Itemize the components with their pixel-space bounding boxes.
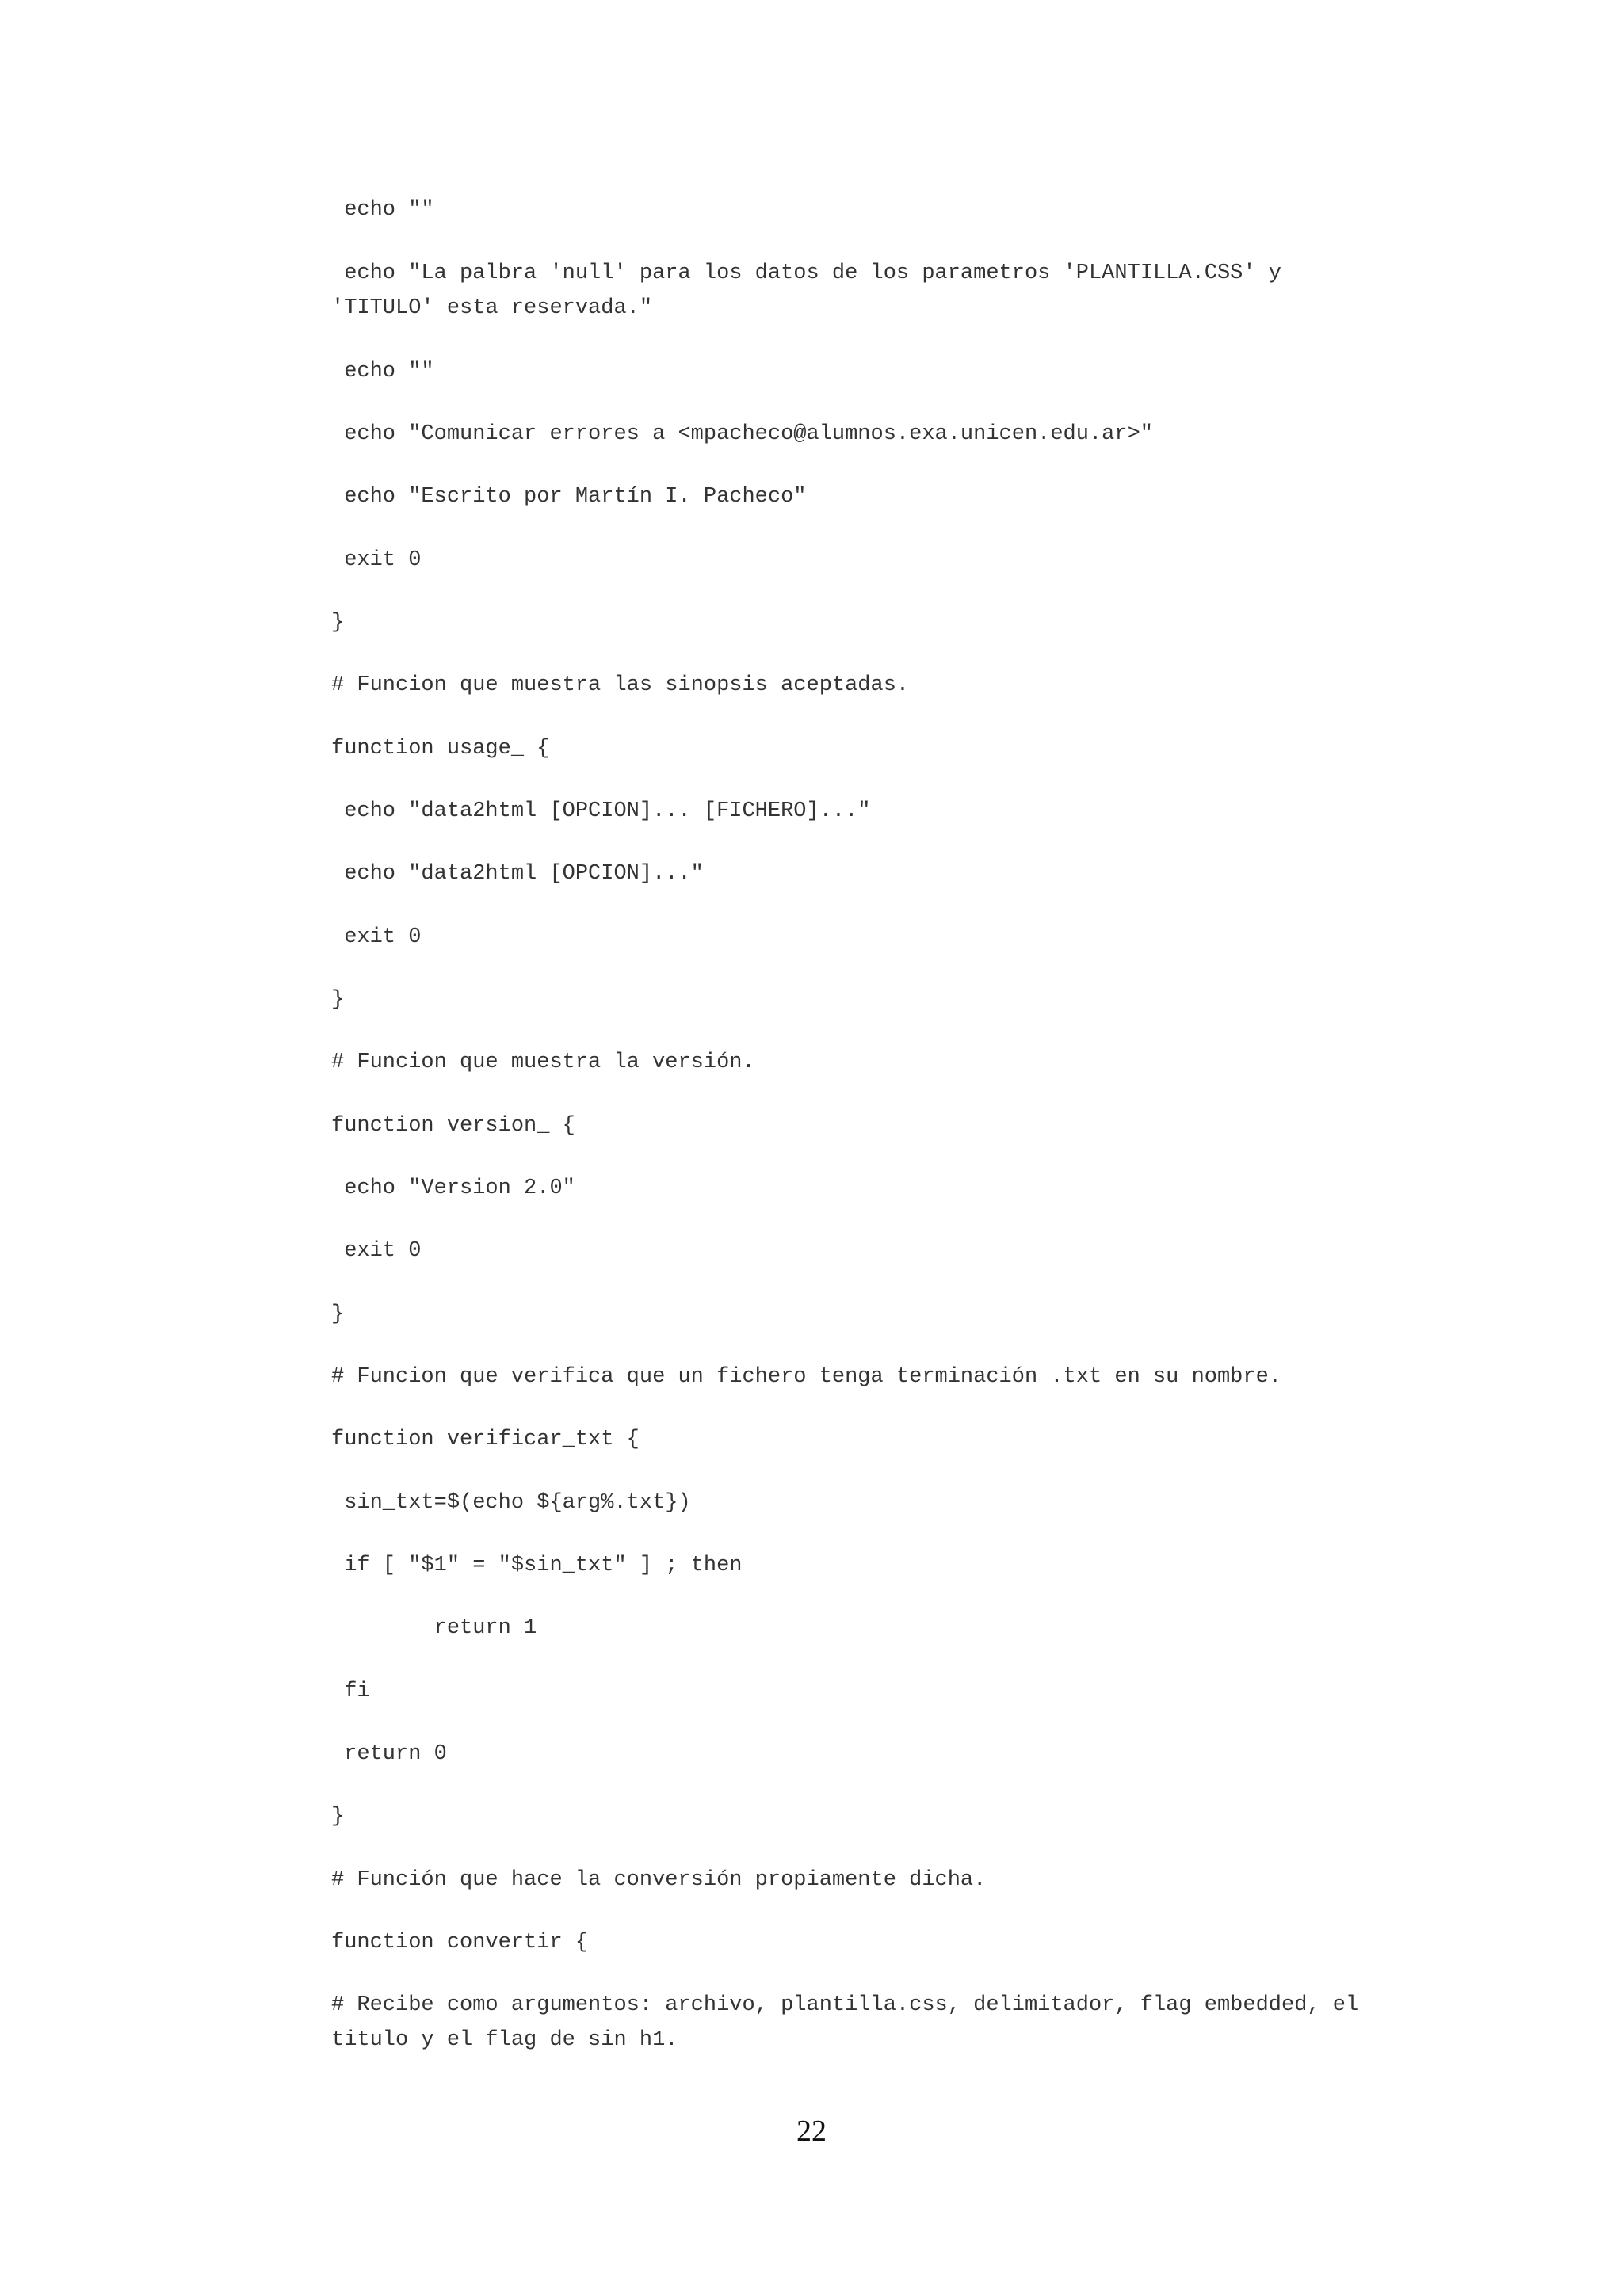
code-line: echo "data2html [OPCION]... [FICHERO]..." [331, 799, 871, 823]
code-line: function convertir { [331, 1931, 589, 1955]
code-line: exit 0 [331, 925, 422, 949]
code-line: exit 0 [331, 548, 422, 572]
code-line: } [331, 988, 345, 1012]
code-line: function usage_ { [331, 737, 550, 761]
code-line: fi [331, 1680, 370, 1703]
page-number: 22 [796, 2115, 827, 2148]
code-line: echo "Version 2.0" [331, 1177, 575, 1200]
code-line: echo "" [331, 198, 434, 222]
code-line: 'TITULO' esta reservada." [331, 296, 653, 320]
code-line: echo "data2html [OPCION]..." [331, 862, 704, 886]
code-line: function verificar_txt { [331, 1428, 640, 1451]
code-line: # Funcion que muestra las sinopsis aceptadas. [331, 673, 910, 697]
code-line: # Recibe como argumentos: archivo, plantilla.css, delimitador, flag embedded, el [331, 1993, 1359, 2017]
code-line: if [ "$1" = "$sin_txt" ] ; then [331, 1554, 743, 1577]
code-line: } [331, 611, 345, 635]
code-line: echo "Comunicar errores a <mpacheco@alumnos.exa.unicen.edu.ar>" [331, 422, 1153, 446]
code-line: echo "La palbra 'null' para los datos de los parametros 'PLANTILLA.CSS' y [331, 261, 1281, 285]
code-line: } [331, 1805, 345, 1829]
code-line: exit 0 [331, 1239, 422, 1263]
code-line: return 1 [331, 1616, 537, 1640]
code-line: # Función que hace la conversión propiamente dicha. [331, 1868, 987, 1892]
code-line: titulo y el flag de sin h1. [331, 2028, 678, 2052]
code-line: echo "" [331, 360, 434, 383]
code-line: } [331, 1302, 345, 1326]
code-line: return 0 [331, 1742, 447, 1766]
code-line: # Funcion que verifica que un fichero tenga terminación .txt en su nombre. [331, 1365, 1281, 1389]
code-line: echo "Escrito por Martín I. Pacheco" [331, 485, 807, 509]
code-line: sin_txt=$(echo ${arg%.txt}) [331, 1491, 691, 1515]
code-line: # Funcion que muestra la versión. [331, 1051, 755, 1074]
code-line: function version_ { [331, 1114, 575, 1138]
